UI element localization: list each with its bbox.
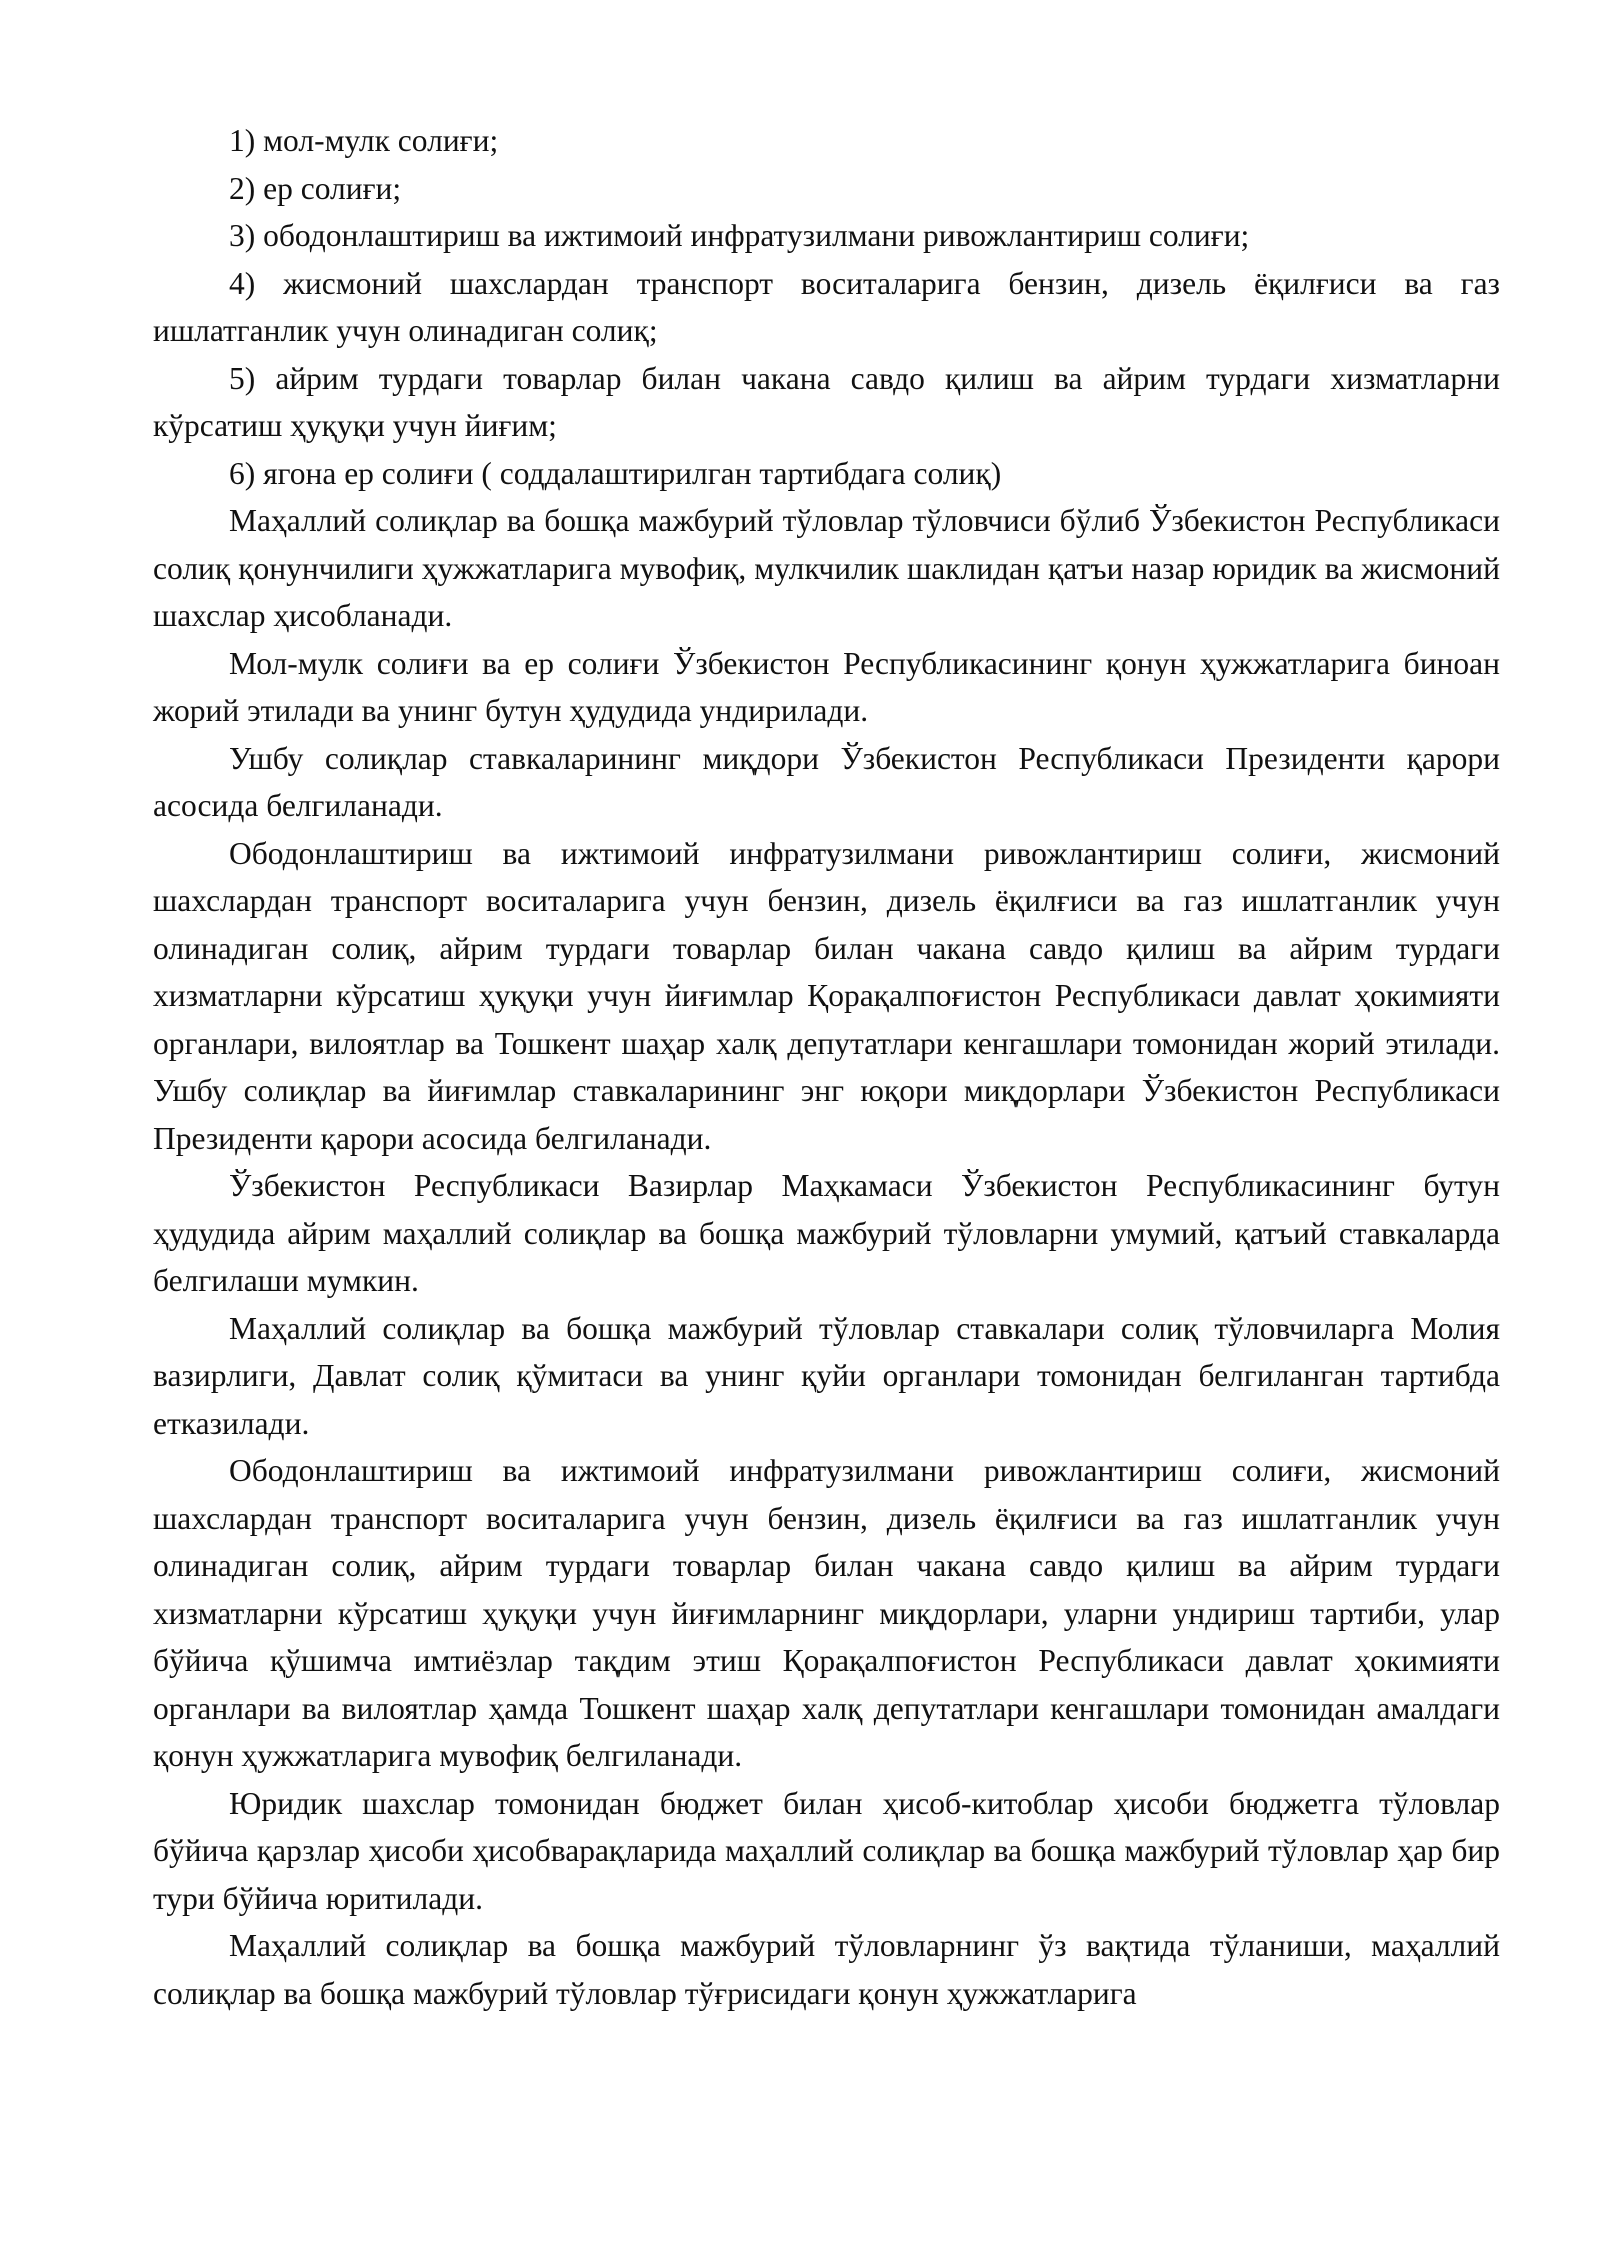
list-item-fuel-tax: 4) жисмоний шахслардан транспорт воситаларига бензин, дизель ёқилғиси ва газ ишлатганлик учун олинадиган солиқ; xyxy=(153,265,1500,348)
list-item-land-tax: 2) ер солиғи; xyxy=(229,170,402,206)
paragraph-taxpayers: Маҳаллий солиқлар ва бошқа мажбурий тўловлар тўловчиси бўлиб Ўзбекистон Республикаси солиқ қонунчилиги ҳужжатларига мувофиқ, мулкчилик шаклидан қатъи назар юридик ва жисмоний шахслар ҳисобланади. xyxy=(153,503,1500,633)
paragraph-cabinet-rates: Ўзбекистон Республикаси Вазирлар Маҳкамаси Ўзбекистон Республикасининг бутун ҳудудида айрим маҳаллий солиқлар ва бошқа мажбурий тўловларни умумий, қатъий ставкаларда белгилаши мумкин. xyxy=(153,1168,1500,1298)
paragraph-rates-decree: Ушбу солиқлар ставкаларининг миқдори Ўзбекистон Республикаси Президенти қарори асосида белгиланади. xyxy=(153,740,1500,823)
paragraph-regional-taxes: Ободонлаштириш ва ижтимоий инфратузилмани ривожлантириш солиғи, жисмоний шахслардан транспорт воситаларига учун бензин, дизель ёқилғиси ва газ ишлатганлик учун олинадиган солиқ, айрим турдаги товарлар билан чакана савдо қилиш ва айрим турдаги хизматларни кўрсатиш ҳуқуқи учун йиғимлар Қорақалпоғистон Республикаси давлат ҳокимияти органлари, вилоятлар ва Тошкент шаҳар халқ депутатлари кенгашлари томонидан жорий этилади. Ушбу солиқлар ва йиғимлар ставкаларининг энг юқори миқдорлари Ўзбекистон Республикаси Президенти қарори асосида белгиланади. xyxy=(153,835,1500,1156)
paragraph-regional-amounts: Ободонлаштириш ва ижтимоий инфратузилмани ривожлантириш солиғи, жисмоний шахслардан транспорт воситаларига учун бензин, дизель ёқилғиси ва газ ишлатганлик учун олинадиган солиқ, айрим турдаги товарлар билан чакана савдо қилиш ва айрим турдаги хизматларни кўрсатиш ҳуқуқи учун йиғимларнинг миқдорлари, уларни ундириш тартиби, улар бўйича қўшимча имтиёзлар тақдим этиш Қорақалпоғистон Республикаси давлат ҳокимияти органлари ва вилоятлар ҳамда Тошкент шаҳар халқ депутатлари кенгашлари томонидан амалдаги қонун ҳужжатларига мувофиқ белгиланади. xyxy=(153,1453,1500,1773)
document-page xyxy=(153,117,1500,2017)
list-item-retail-fee: 5) айрим турдаги товарлар билан чакана савдо қилиш ва айрим турдаги хизматларни кўрсатиш ҳуқуқи учун йиғим; xyxy=(153,360,1500,443)
list-item-single-land-tax: 6) ягона ер солиғи ( соддалаштирилган тартибдага солиқ) xyxy=(229,455,1002,491)
list-item-property-tax: 1) мол-мулк солиғи; xyxy=(229,123,499,158)
paragraph-rates-communication: Маҳаллий солиқлар ва бошқа мажбурий тўловлар ставкалари солиқ тўловчиларга Молия вазирлиги, Давлат солиқ қўмитаси ва унинг қуйи органлари томонидан белгиланган тартибда етказилади. xyxy=(153,1310,1500,1441)
paragraph-property-land-tax: Мол-мулк солиғи ва ер солиғи Ўзбекистон Республикасининг қонун ҳужжатларига биноан жорий этилади ва унинг бутун ҳудудида ундирилади. xyxy=(153,645,1500,728)
paragraph-accounting: Юридик шахслар томонидан бюджет билан ҳисоб-китоблар ҳисоби бюджетга тўловлар бўйича қарзлар ҳисоби ҳисобварақларида маҳаллий солиқлар ва бошқа мажбурий тўловлар ҳар бир тури бўйича юритилади. xyxy=(153,1785,1500,1916)
list-item-infrastructure-tax: 3) ободонлаштириш ва ижтимоий инфратузилмани ривожлантириш солиғи; xyxy=(229,218,1250,253)
paragraph-timely-payment: Маҳаллий солиқлар ва бошқа мажбурий тўловларнинг ўз вақтида тўланиши, маҳаллий солиқлар ва бошқа мажбурий тўловлар тўғрисидаги қонун ҳужжатларига xyxy=(153,1928,1500,2011)
